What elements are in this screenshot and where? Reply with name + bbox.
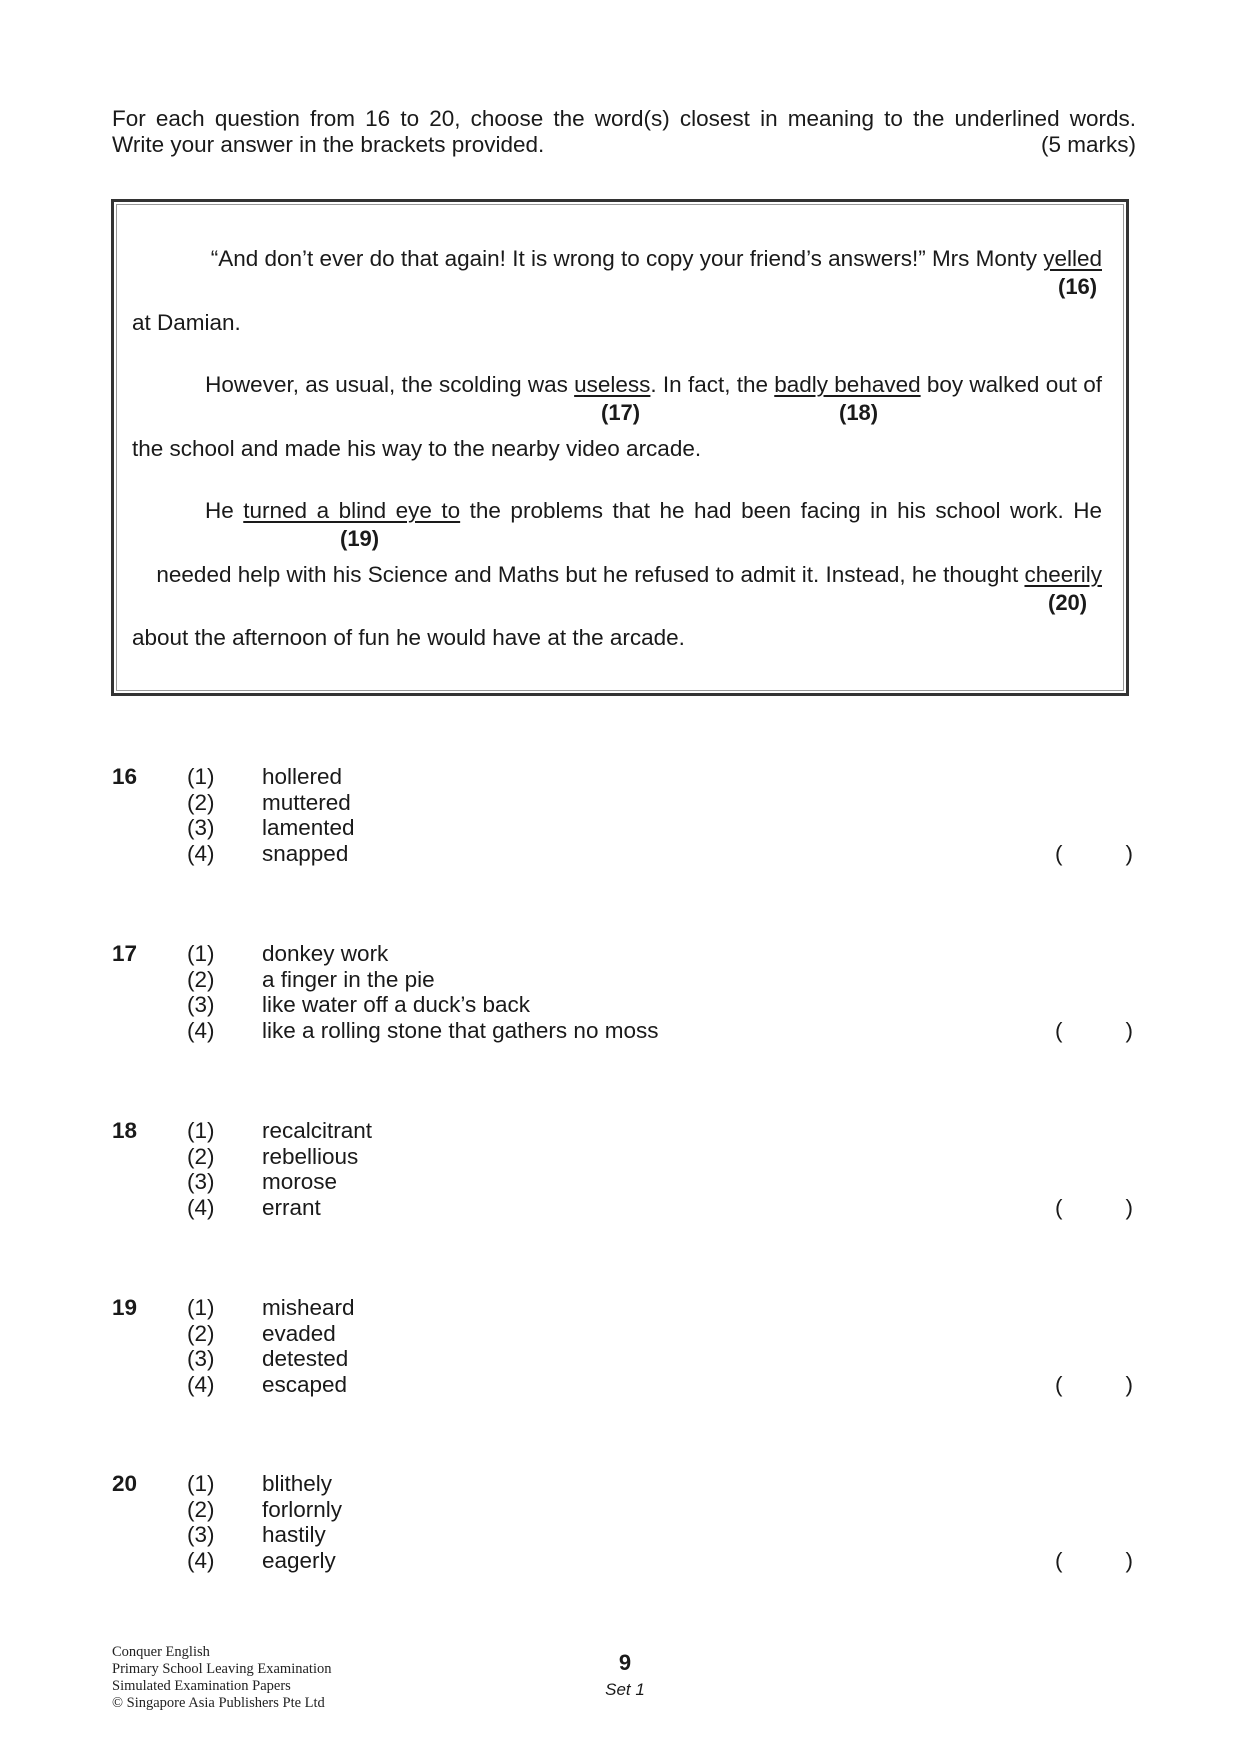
marks-label: (5 marks)	[1041, 132, 1136, 157]
option-text: donkey work	[262, 941, 389, 966]
footer-publisher-info	[112, 1644, 331, 1712]
mark-17: (17)	[601, 400, 641, 425]
passage-text: He	[205, 498, 244, 523]
bracket-open: (	[1055, 1547, 1063, 1573]
question-number: 20	[112, 1471, 138, 1496]
option-number: (2)	[187, 789, 215, 815]
bracket-open: (	[1055, 1194, 1063, 1220]
passage-p3-line1	[205, 498, 1102, 524]
underlined-word-17: useless	[574, 372, 651, 397]
passage-p3-continuation: about the afternoon of fun he would have at the arcade.	[132, 625, 685, 650]
mark-19: (19)	[340, 526, 380, 551]
answer-bracket[interactable]	[1055, 1372, 1133, 1398]
passage-p3-line2	[132, 562, 1102, 588]
answer-bracket[interactable]	[1055, 1195, 1133, 1221]
instructions	[112, 106, 1136, 158]
option-number: (3)	[187, 992, 215, 1017]
passage-box	[111, 199, 1129, 696]
passage-text: needed help with his Science and Maths but he refused to admit it. Instead, he thought	[156, 562, 1025, 587]
option-text: hastily	[262, 1522, 326, 1547]
option-number: (2)	[187, 1143, 215, 1169]
option-number: (1)	[187, 764, 215, 789]
page-number: 9	[618, 1650, 632, 1675]
footer-copyright: © Singapore Asia Publishers Pte Ltd	[112, 1695, 325, 1711]
option-text: errant	[262, 1194, 321, 1220]
passage-text: “And don’t ever do that again! It is wrong to copy your friend’s answers!” Mrs Monty	[210, 246, 1044, 271]
option-text: snapped	[262, 840, 349, 866]
option-number: (4)	[187, 840, 215, 866]
passage-p2-line1	[205, 372, 1102, 398]
mark-18: (18)	[839, 400, 879, 425]
option-number: (1)	[187, 1295, 215, 1320]
answer-bracket[interactable]	[1055, 1548, 1133, 1574]
option-text: hollered	[262, 764, 343, 789]
footer-line-2: Primary School Leaving Examination	[112, 1661, 332, 1677]
passage-p1-continuation: at Damian.	[132, 310, 241, 335]
passage-text: However, as usual, the scolding was	[205, 372, 575, 397]
option-text: eagerly	[262, 1547, 336, 1573]
option-text: misheard	[262, 1295, 355, 1320]
option-text: morose	[262, 1169, 338, 1194]
underlined-word-18: badly behaved	[774, 372, 921, 397]
option-number: (1)	[187, 1118, 215, 1143]
bracket-close: )	[1125, 1194, 1133, 1220]
option-text: rebellious	[262, 1143, 359, 1169]
answer-bracket[interactable]	[1055, 841, 1133, 867]
bracket-close: )	[1125, 840, 1133, 866]
option-number: (1)	[187, 1471, 215, 1496]
option-number: (3)	[187, 815, 215, 840]
option-text: lamented	[262, 815, 355, 840]
bracket-open: (	[1055, 1017, 1063, 1043]
bracket-open: (	[1055, 840, 1063, 866]
option-text: detested	[262, 1346, 349, 1371]
option-number: (3)	[187, 1346, 215, 1371]
footer-line-3: Simulated Examination Papers	[112, 1678, 291, 1694]
option-number: (3)	[187, 1522, 215, 1547]
question-number: 16	[112, 764, 138, 789]
option-number: (4)	[187, 1017, 215, 1043]
passage-text: the problems that he had been facing in his school work. He	[460, 498, 1102, 523]
question-number: 19	[112, 1295, 138, 1320]
underlined-word-16: yelled	[1043, 246, 1102, 271]
option-text: forlornly	[262, 1496, 343, 1522]
option-text: like a rolling stone that gathers no moss	[262, 1017, 659, 1043]
answer-bracket[interactable]	[1055, 1018, 1133, 1044]
instructions-line-2: Write your answer in the brackets provided.	[112, 132, 545, 157]
option-number: (4)	[187, 1547, 215, 1573]
question-number: 17	[112, 941, 138, 966]
underlined-phrase-19: turned a blind eye to	[243, 498, 461, 523]
option-text: muttered	[262, 789, 351, 815]
option-text: evaded	[262, 1320, 336, 1346]
option-text: like water off a duck’s back	[262, 992, 531, 1017]
set-label: Set 1	[605, 1680, 645, 1699]
bracket-close: )	[1125, 1017, 1133, 1043]
bracket-close: )	[1125, 1371, 1133, 1397]
option-text: recalcitrant	[262, 1118, 373, 1143]
passage-text: boy walked out of	[920, 372, 1102, 397]
option-number: (4)	[187, 1194, 215, 1220]
instructions-line-1: For each question from 16 to 20, choose the word(s) closest in meaning to the underlined words.	[112, 106, 1136, 131]
option-number: (1)	[187, 941, 215, 966]
bracket-close: )	[1125, 1547, 1133, 1573]
option-number: (4)	[187, 1371, 215, 1397]
option-text: blithely	[262, 1471, 333, 1496]
passage-p2-continuation: the school and made his way to the nearby video arcade.	[132, 436, 702, 461]
mark-20: (20)	[1048, 590, 1088, 615]
option-text: a finger in the pie	[262, 966, 435, 992]
underlined-word-20: cheerily	[1024, 562, 1102, 587]
option-number: (2)	[187, 966, 215, 992]
option-number: (2)	[187, 1320, 215, 1346]
mark-16: (16)	[1058, 274, 1098, 299]
question-number: 18	[112, 1118, 138, 1143]
option-text: escaped	[262, 1371, 348, 1397]
passage-p1-line1	[205, 246, 1102, 272]
bracket-open: (	[1055, 1371, 1063, 1397]
footer-line-1: Conquer English	[112, 1644, 210, 1660]
option-number: (3)	[187, 1169, 215, 1194]
option-number: (2)	[187, 1496, 215, 1522]
passage-text: . In fact, the	[650, 372, 775, 397]
